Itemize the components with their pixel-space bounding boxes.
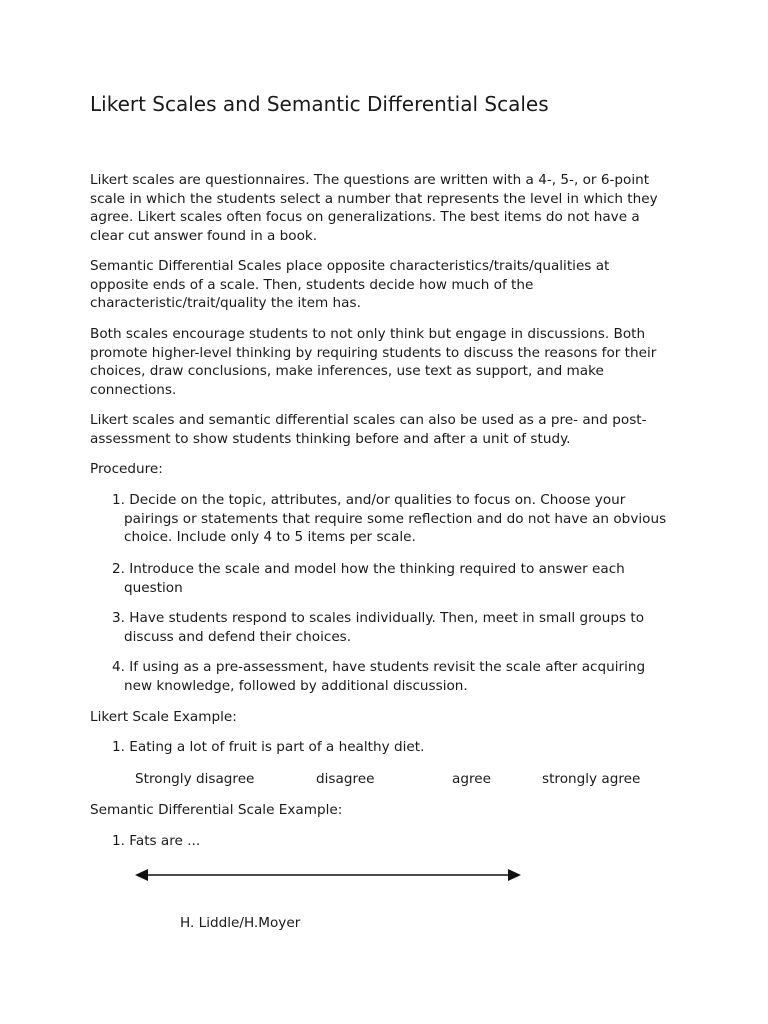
list-item-line: discuss and defend their choices. — [124, 628, 352, 645]
paragraph-line: clear cut answer found in a book. — [90, 227, 318, 244]
list-item-line: 4. If using as a pre-assessment, have students revisit the scale after acquiring — [112, 659, 646, 675]
paragraph-line: characteristic/trait/quality the item has. — [90, 295, 361, 312]
procedure-label: Procedure: — [90, 461, 163, 477]
paragraph-likert-intro — [90, 171, 690, 245]
paragraph-both-scales — [90, 325, 690, 399]
paragraph-line: opposite ends of a scale. Then, students decide how much of the — [90, 276, 534, 293]
page-title: Likert Scales and Semantic Differential Scales — [90, 92, 549, 116]
paragraph-line: scale in which the students select a number that represents the level in which they — [90, 190, 658, 207]
paragraph-line: agree. Likert scales often focus on generalizations. The best items do not have a — [90, 209, 640, 226]
paragraph-pre-post — [90, 411, 690, 448]
likert-example-item — [112, 738, 712, 757]
paragraph-line: choices, draw conclusions, make inferences, use text as support, and make — [90, 363, 604, 380]
list-item-line: new knowledge, followed by additional discussion. — [124, 677, 468, 694]
list-item-line: choice. Include only 4 to 5 items per scale. — [124, 529, 416, 546]
likert-option-disagree: disagree — [316, 771, 375, 787]
procedure-item-3 — [112, 609, 712, 646]
paragraph-line: Likert scales are questionnaires. The questions are written with a 4-, 5-, or 6-point — [90, 172, 650, 188]
likert-example-label: Likert Scale Example: — [90, 709, 237, 725]
list-item-line: question — [124, 579, 183, 596]
paragraph-line: Semantic Differential Scales place opposite characteristics/traits/qualities at — [90, 258, 610, 274]
paragraph-semantic-intro — [90, 257, 690, 313]
semantic-statement: 1. Fats are ... — [112, 833, 201, 849]
double-arrow-scale-icon — [134, 866, 524, 884]
procedure-item-2 — [112, 560, 712, 597]
author-signature: H. Liddle/H.Moyer — [180, 915, 301, 931]
paragraph-line: Both scales encourage students to not only think but engage in discussions. Both — [90, 326, 646, 342]
paragraph-line: Likert scales and semantic differential scales can also be used as a pre- and post- — [90, 412, 647, 428]
likert-statement: 1. Eating a lot of fruit is part of a healthy diet. — [112, 739, 425, 755]
semantic-example-label: Semantic Differential Scale Example: — [90, 802, 343, 818]
procedure-item-1 — [112, 491, 712, 547]
list-item-line: 2. Introduce the scale and model how the thinking required to answer each — [112, 561, 625, 577]
paragraph-line: assessment to show students thinking before and after a unit of study. — [90, 430, 571, 447]
procedure-item-4 — [112, 658, 712, 695]
likert-option-strongly-disagree: Strongly disagree — [135, 771, 255, 787]
likert-option-strongly-agree: strongly agree — [542, 771, 641, 787]
paragraph-line: connections. — [90, 381, 177, 398]
paragraph-line: promote higher-level thinking by requiring students to discuss the reasons for their — [90, 344, 657, 361]
list-item-line: 1. Decide on the topic, attributes, and/or qualities to focus on. Choose your — [112, 492, 626, 508]
list-item-line: pairings or statements that require some reflection and do not have an obvious — [124, 510, 667, 527]
list-item-line: 3. Have students respond to scales individually. Then, meet in small groups to — [112, 610, 645, 626]
semantic-example-item — [112, 832, 712, 851]
likert-option-agree: agree — [452, 771, 491, 787]
